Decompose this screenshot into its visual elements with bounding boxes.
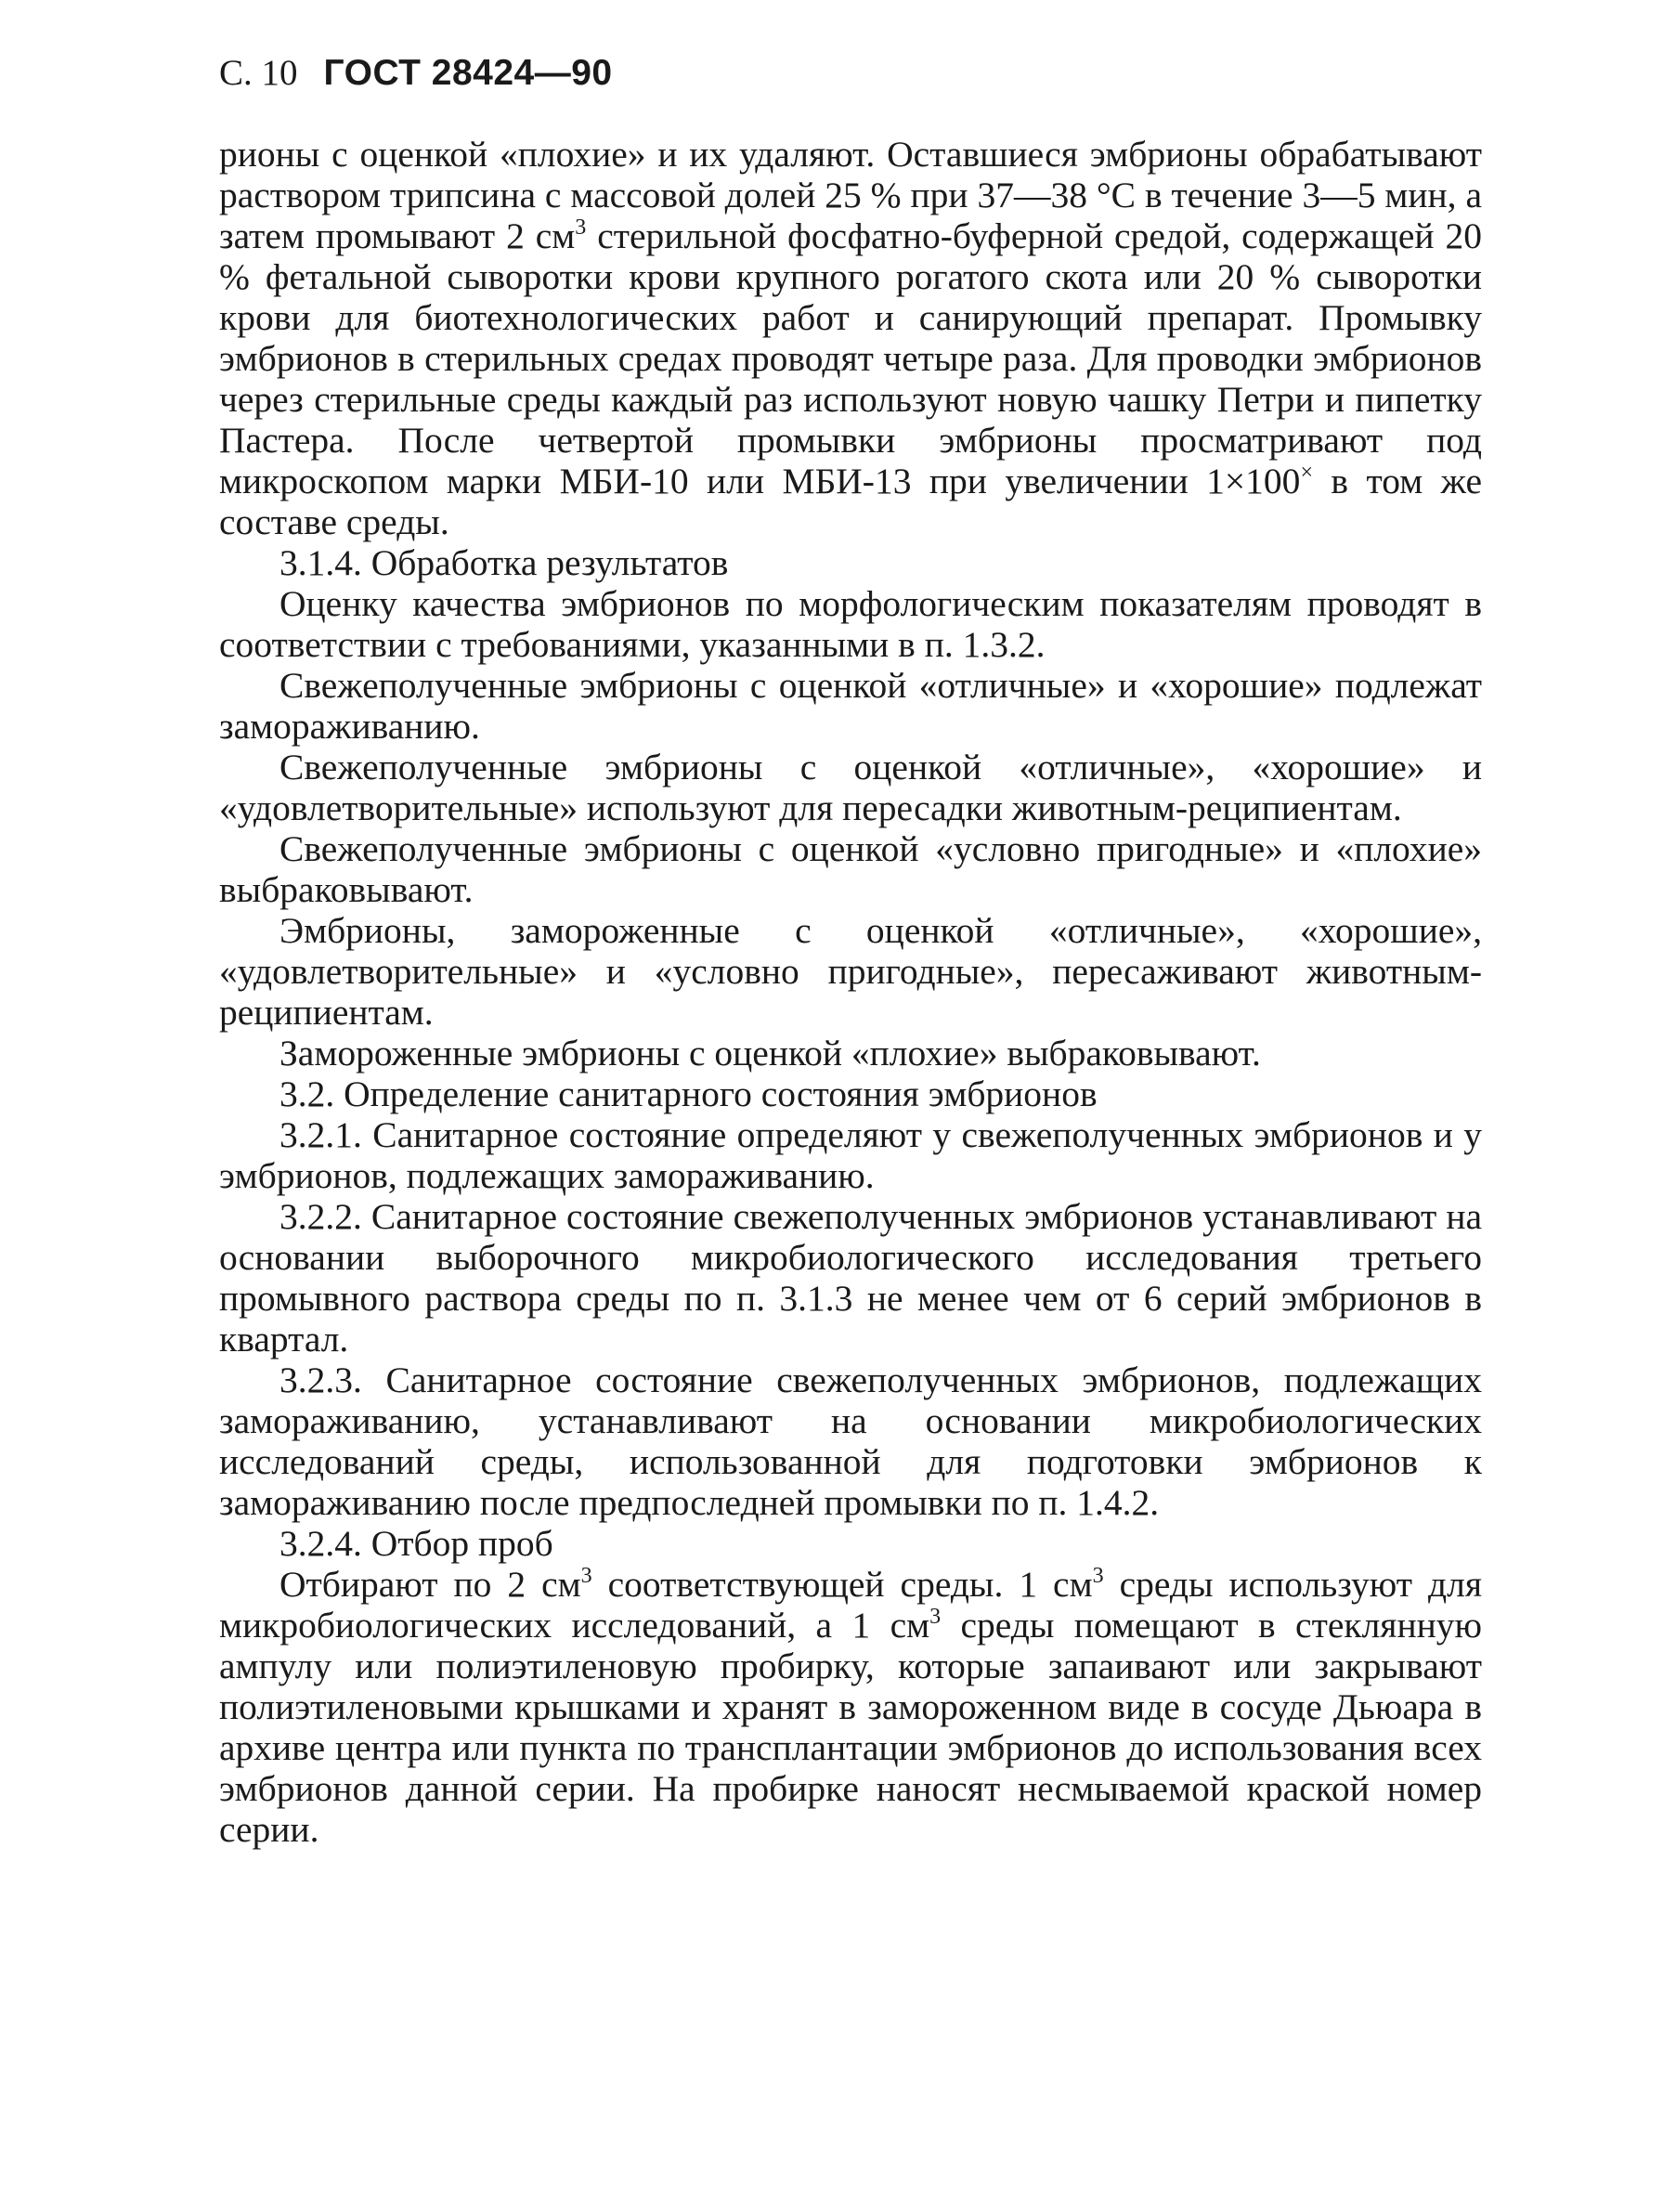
document-page xyxy=(219,50,1482,1850)
section-heading-3-2: 3.2. Определение санитарного состояния эмбрионов xyxy=(279,1073,1098,1114)
section-heading-3-1-4: 3.1.4. Обработка результатов xyxy=(279,542,729,583)
paragraph: Свежеполученные эмбрионы с оценкой «отличные», «хорошие» и «удовлетворительные» используют для пересадки животным-реципиентам. xyxy=(219,747,1482,828)
document-body xyxy=(219,134,1482,1850)
paragraph-3-2-2: 3.2.2. Санитарное состояние свежеполученных эмбрионов устанавливают на основании выборочного микробиологического исследования третьего промывного раствора среды по п. 3.1.3 не менее чем от 6 серий эмбрионов в квартал. xyxy=(219,1196,1482,1360)
paragraph: Свежеполученные эмбрионы с оценкой «условно пригодные» и «плохие» выбраковывают. xyxy=(219,828,1482,910)
paragraph-3-2-1: 3.2.1. Санитарное состояние определяют у свежеполученных эмбрионов и у эмбрионов, подлежащих замораживанию. xyxy=(219,1114,1482,1196)
paragraph-sampling: Отбирают по 2 $см^3$ соответствующей среды. 1 $см^3$ среды используют для микробиологических исследований, а 1 $см^3$ среды помещают в стеклянную ампулу или полиэтиленовую пробирку, которые запаивают или закрывают полиэтиленовыми крышками и хранят в замороженном виде в сосуде Дьюара в архиве центра или пункта по трансплантации эмбрионов до использования всех эмбрионов данной серии. На пробирке наносят несмываемой краской номер серии. xyxy=(219,1564,1482,1850)
paragraph-continuation: рионы с оценкой «плохие» и их удаляют. Оставшиеся эмбрионы обрабатывают раствором трипсина с массовой долей 25 % при 37—38 °С в течение 3—5 мин, а затем промывают 2 $см^3$ стерильной фосфатно-буферной средой, содержащей 20 % фетальной сыворотки крови крупного рогатого скота или 20 % сыворотки крови для биотехнологических работ и санирующий препарат. Промывку эмбрионов в стерильных средах проводят четыре раза. Для проводки эмбрионов через стерильные среды каждый раз используют новую чашку Петри и пипетку Пастера. После четвертой промывки эмбрионы просматривают под микроскопом марки МБИ-10 или МБИ-13 при увеличении 1×100× в том же составе среды. xyxy=(219,134,1482,542)
section-heading-3-2-4: 3.2.4. Отбор проб xyxy=(279,1523,553,1564)
document-code: ГОСТ 28424—90 xyxy=(323,53,613,93)
paragraph-3-2-3: 3.2.3. Санитарное состояние свежеполученных эмбрионов, подлежащих замораживанию, устанавливают на основании микробиологических исследований среды, использованной для подготовки эмбрионов к замораживанию после предпоследней промывки по п. 1.4.2. xyxy=(219,1360,1482,1523)
paragraph: Свежеполученные эмбрионы с оценкой «отличные» и «хорошие» подлежат замораживанию. xyxy=(219,665,1482,747)
page-number: С. 10 xyxy=(219,53,298,93)
paragraph: Оценку качества эмбрионов по морфологическим показателям проводят в соответствии с требованиями, указанными в п. 1.3.2. xyxy=(219,583,1482,665)
paragraph: Замороженные эмбрионы с оценкой «плохие» выбраковывают. xyxy=(279,1033,1261,1073)
paragraph: Эмбрионы, замороженные с оценкой «отличные», «хорошие», «удовлетворительные» и «условно пригодные», пересаживают животным-реципиентам. xyxy=(219,910,1482,1033)
page-header xyxy=(219,50,1482,106)
